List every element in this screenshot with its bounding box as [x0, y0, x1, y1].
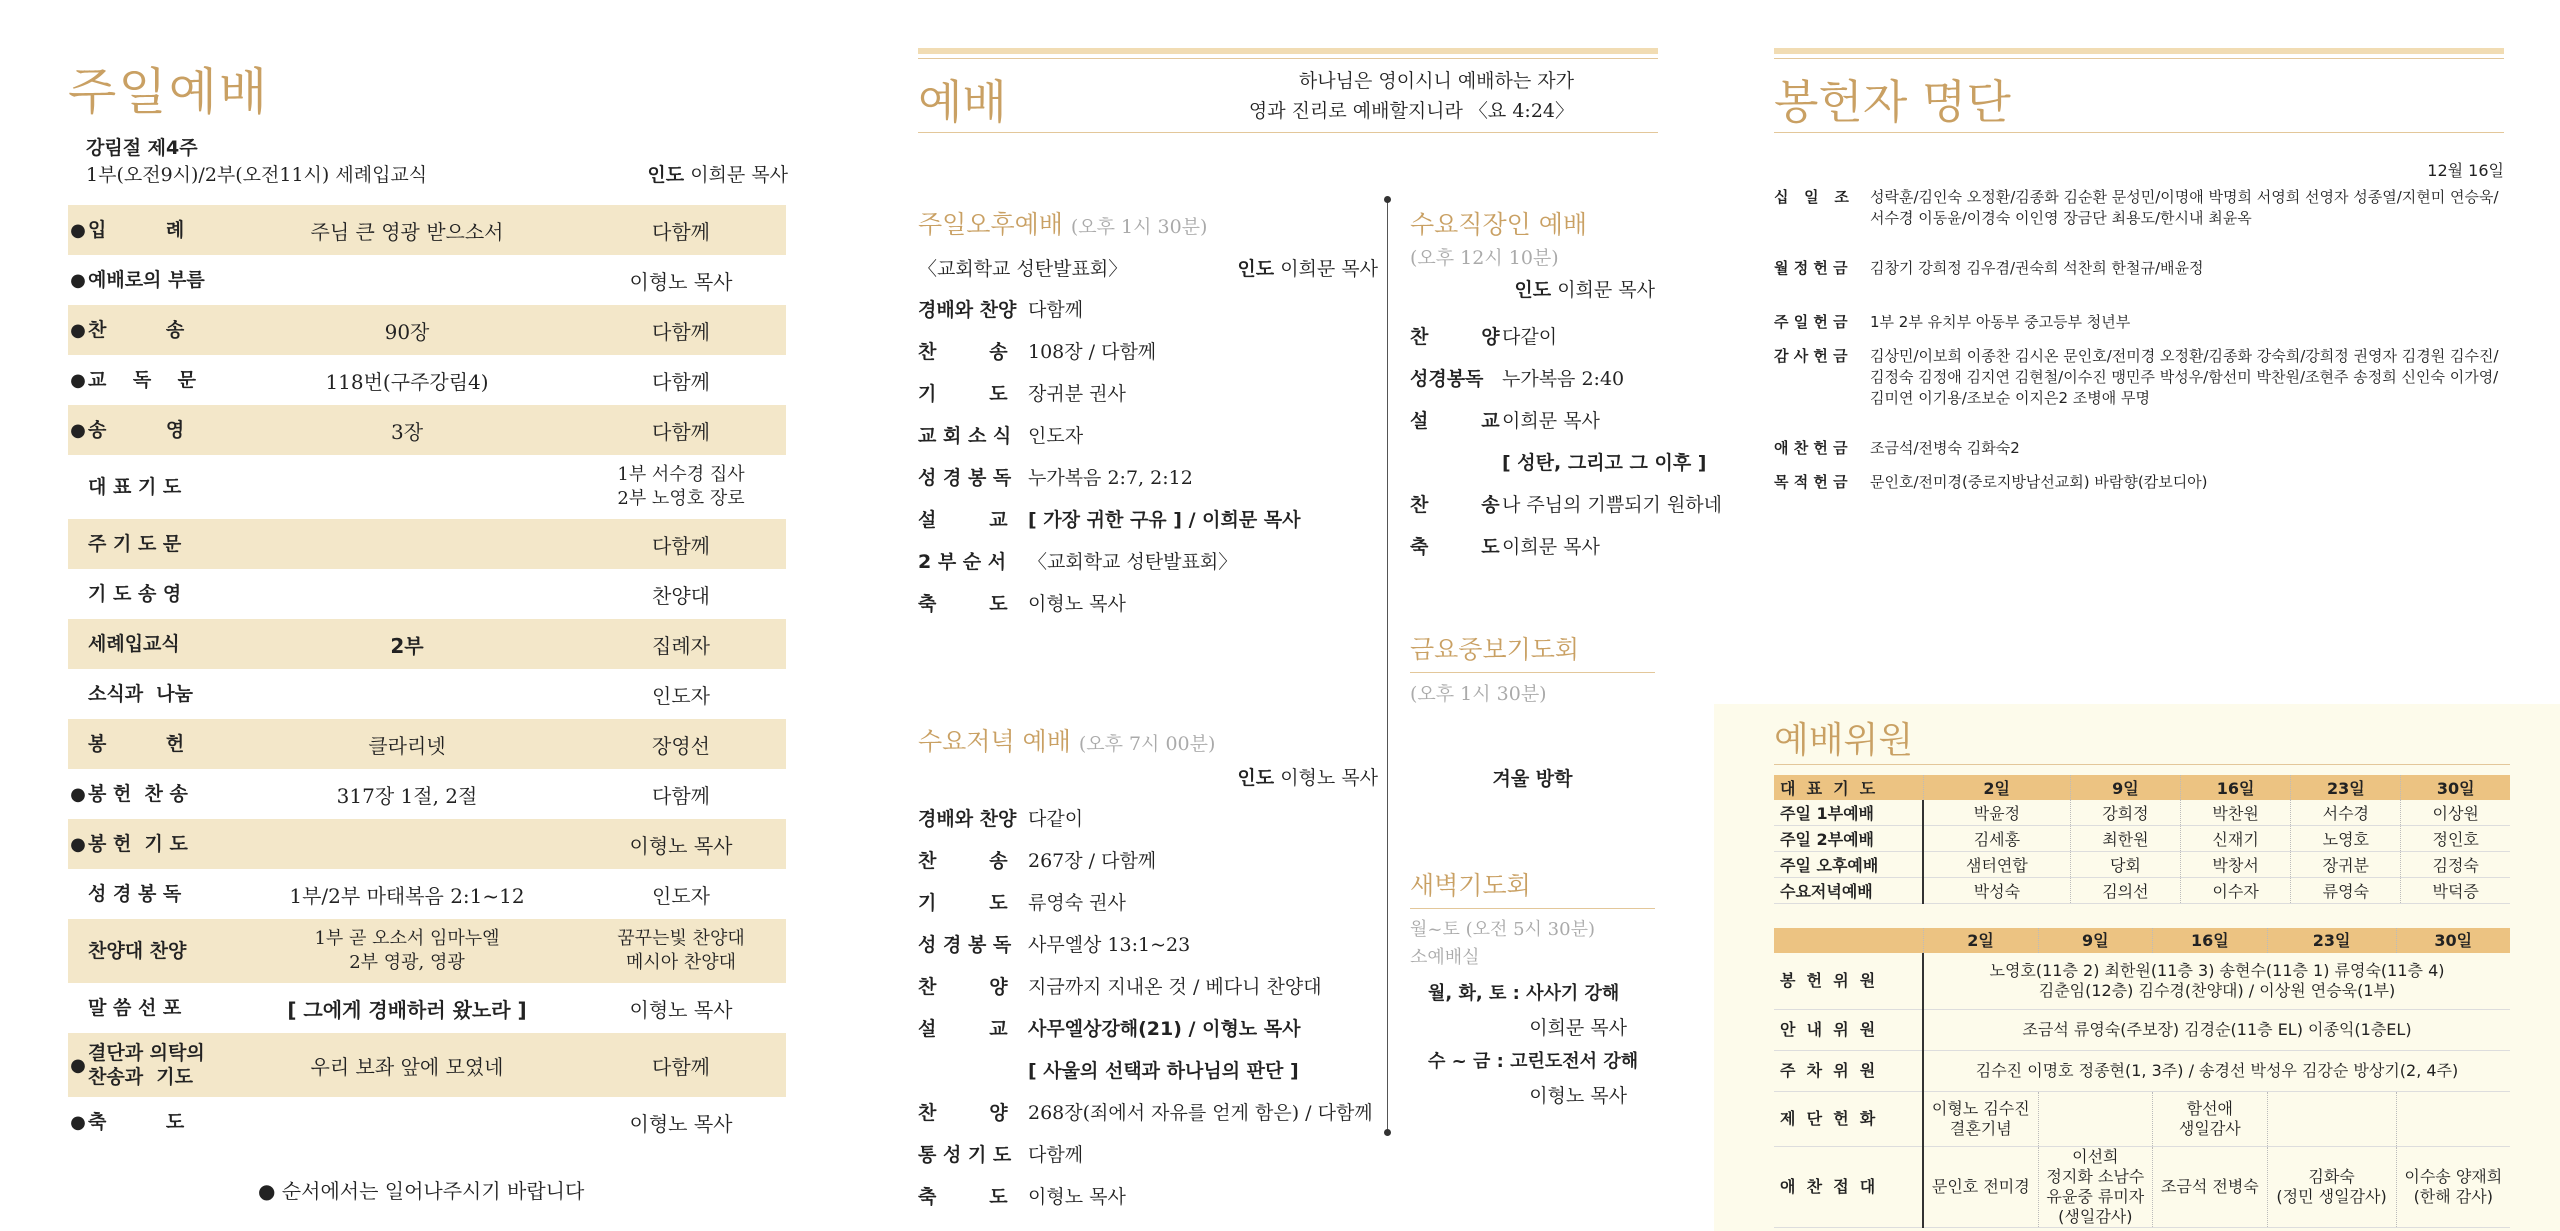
section-title: 봉헌자 명단: [1774, 75, 2011, 129]
program-label: 찬 송: [1410, 494, 1500, 516]
table-cell: 장귀분: [2291, 852, 2401, 878]
order-item-name: 말 씀 선 포: [88, 997, 182, 1019]
order-item-name: 찬 송: [88, 319, 185, 341]
order-item-name: 찬양대 찬양: [88, 940, 187, 962]
offering-type: 십 일 조: [1774, 188, 1849, 206]
bullet-icon: ●: [70, 319, 86, 341]
date-header: 30일: [2396, 928, 2510, 953]
dawn-preacher-2: 이형노 목사: [1529, 1085, 1627, 1107]
offering-names: 문인호/전미경(중로지방남선교회) 바람향(캄보디아): [1870, 473, 2208, 491]
table-row: [1774, 1010, 2510, 1051]
order-item-name: 주 기 도 문: [88, 533, 182, 555]
table-header-label: [1774, 928, 1923, 953]
program-label: 축 도: [1410, 536, 1500, 558]
order-item-leader: 집례자: [652, 633, 710, 658]
order-item-name: 소식과 나눔: [88, 683, 193, 705]
table-cell: 김정숙: [2401, 852, 2510, 878]
order-item-leader: 꿈꾸는빛 찬양대 메시아 찬양대: [617, 928, 745, 973]
program-label: 찬 송: [918, 341, 1008, 363]
order-item-leader: 다함께: [652, 533, 710, 558]
service-note: 〈교회학교 성탄발표회〉: [918, 258, 1128, 280]
table-header-row: [1774, 775, 2510, 800]
program-label: 찬 양: [1410, 326, 1500, 348]
table-row: [1774, 826, 2510, 852]
program-row: [918, 1134, 1378, 1176]
order-item-name: 기 도 송 영: [88, 583, 182, 605]
program-value: 다같이: [1028, 808, 1084, 830]
dawn-schedule-1: 월, 화, 토 : 사사기 강해: [1428, 983, 1620, 1004]
program-row: [918, 289, 1378, 331]
order-row: [68, 983, 786, 1033]
order-item-name: 축 도: [88, 1111, 185, 1133]
role-label: 주일 2부예배: [1774, 826, 1923, 852]
program-label: 경배와 찬양: [918, 808, 1017, 830]
order-item-name: 예배로의 부름: [88, 269, 205, 291]
table-cell: 강희정: [2070, 800, 2180, 826]
top-rule: [1774, 48, 2504, 54]
order-item-detail: 우리 보좌 앞에 모였네: [310, 1054, 504, 1079]
order-row: [68, 669, 786, 719]
offering-row: [1774, 472, 2504, 493]
bullet-icon: ●: [70, 369, 86, 391]
program-row: [918, 583, 1378, 625]
service-time: (오후 1시 30분): [1410, 683, 1547, 705]
order-item-name: 입 례: [88, 219, 185, 241]
table-cell: 김의선: [2070, 878, 2180, 904]
table-row: [1774, 953, 2510, 1010]
order-item-leader: 찬양대: [652, 583, 710, 608]
program-value: 이희문 목사: [1502, 536, 1600, 558]
program-row: [918, 966, 1378, 1008]
program-row: [918, 882, 1378, 924]
workers-leader: [1410, 270, 1655, 310]
order-item-detail: [ 그에게 경배하러 왔노라 ]: [287, 997, 527, 1022]
bullet-icon: ●: [70, 833, 86, 855]
program-value: 이형노 목사: [1028, 593, 1126, 615]
program-label: 축 도: [918, 1186, 1008, 1208]
table-cell: [2396, 1092, 2510, 1147]
date-header: 16일: [2153, 928, 2268, 953]
order-item-name: 세례입교식: [88, 633, 180, 655]
afternoon-title: [918, 205, 1378, 241]
table-row: [1774, 1147, 2510, 1228]
program-label: 축 도: [918, 593, 1008, 615]
order-item-name: 봉 헌 기 도: [88, 833, 188, 855]
order-item-leader: 1부 서수경 집사 2부 노영호 장로: [617, 464, 745, 509]
table-cell: 박성숙: [1923, 878, 2070, 904]
order-row: [68, 1097, 786, 1147]
program-value: 장귀분 권사: [1028, 383, 1126, 405]
order-item-name: 교 독 문: [88, 369, 196, 391]
dawn-preacher-1: 이희문 목사: [1529, 1017, 1627, 1039]
order-item-detail: 317장 1절, 2절: [336, 783, 478, 808]
table-row: [1774, 1092, 2510, 1147]
table-cell: 노영호: [2291, 826, 2401, 852]
offering-names: 김창기 강희정 김우겸/권숙희 석찬희 한철규/배윤정: [1870, 259, 2204, 277]
order-table: [68, 205, 786, 1147]
leader-label: 인도: [1237, 258, 1275, 280]
program-row: [1410, 526, 1655, 568]
offering-type: 애 찬 헌 금: [1774, 439, 1848, 457]
service-name: 주일오후예배: [918, 210, 1063, 239]
bullet-icon: ●: [70, 219, 86, 241]
offering-row: [1774, 187, 2504, 229]
table-header-label: 대 표 기 도: [1774, 775, 1923, 800]
offering-names: 1부 2부 유치부 아동부 중고등부 청년부: [1870, 313, 2131, 331]
program-row: [1410, 400, 1655, 442]
wednesday-service: [918, 722, 1378, 1218]
header-rule: [918, 132, 1658, 133]
program-value: 류영숙 권사: [1028, 892, 1126, 914]
order-item-leader: 이형노 목사: [629, 1111, 733, 1136]
section-title: 예배: [918, 75, 1007, 129]
committee-title: 예배위원: [1774, 720, 1914, 761]
program-row: [918, 1176, 1378, 1218]
program-row: [918, 1092, 1378, 1134]
program-row: [918, 924, 1378, 966]
table-cell: 조금석 전병숙: [2153, 1147, 2268, 1228]
season-label: 강림절 제4주: [86, 137, 198, 159]
order-item-detail: 1부/2부 마태복음 2:1~12: [289, 883, 525, 908]
table-row: [1774, 1051, 2510, 1092]
program-row: [918, 1008, 1378, 1050]
wednesday-title: [918, 722, 1378, 758]
table-cell-span: 노영호(11층 2) 최한원(11층 3) 송현수(11층 1) 류영숙(11층 4) 김춘임(12층) 김수경(찬양대) / 이상원 연승욱(1부): [1923, 953, 2510, 1010]
program-label: 찬 양: [918, 1102, 1008, 1124]
program-row: [918, 499, 1378, 541]
service-name: 새벽기도회: [1410, 866, 1655, 909]
program-row: [918, 1050, 1378, 1092]
table-row: [1774, 800, 2510, 826]
order-item-name: 송 영: [88, 419, 185, 441]
program-value: 이희문 목사: [1502, 410, 1600, 432]
order-row: [68, 1033, 786, 1097]
table-cell: 박찬원: [2181, 800, 2291, 826]
footnote: ● 순서에서는 일어나주시기 바랍니다: [258, 1179, 585, 1203]
order-row: [68, 719, 786, 769]
program-value: 이형노 목사: [1028, 1186, 1126, 1208]
wednesday-leader: [918, 758, 1378, 798]
bullet-icon: ●: [70, 1111, 86, 1133]
divider-dot: [1384, 196, 1391, 203]
table-cell: 신재기: [2181, 826, 2291, 852]
offering-names: 김상민/이보희 이종찬 김시온 문인호/전미경 오정환/김종화 강숙희/강희정 권영자 김경원 김수진/김정숙 김정애 김지연 김현철/이수진 맹민주 박성우/함선미 박찬원/조현주 송정희 신인숙 이가영/김미연 이기용/조보순 이지은2 조병애 무명: [1870, 347, 2499, 407]
worship-services: [918, 0, 1723, 1231]
order-item-leader: 다함께: [652, 369, 710, 394]
order-item-leader: 다함께: [652, 319, 710, 344]
order-item-name: 봉 헌: [88, 733, 185, 755]
date-header: 9일: [2038, 928, 2153, 953]
service-place: 소예배실: [1410, 947, 1480, 968]
order-row: [68, 205, 786, 255]
order-item-leader: 인도자: [652, 683, 710, 708]
order-item-leader: 다함께: [652, 419, 710, 444]
bullet-icon: ●: [70, 269, 86, 291]
workers-service: [1410, 205, 1723, 568]
offering-type: 월 정 헌 금: [1774, 259, 1848, 277]
afternoon-rows: [918, 289, 1378, 625]
table-cell: 당회: [2070, 852, 2180, 878]
table-row: [1774, 852, 2510, 878]
date-header: 23일: [2267, 928, 2396, 953]
program-label: 교 회 소 식: [918, 425, 1012, 447]
program-value: 사무엘상강해(21) / 이형노 목사: [1028, 1018, 1301, 1040]
order-row: [68, 305, 786, 355]
program-value: 〈교회학교 성탄발표회〉: [1028, 551, 1238, 573]
service-time: (오후 7시 00분): [1078, 733, 1216, 755]
service-times: 1부(오전9시)/2부(오전11시) 세례입교식: [86, 164, 428, 186]
program-value: 다같이: [1502, 326, 1558, 348]
program-label: 성경봉독: [1410, 368, 1484, 390]
order-row: [68, 569, 786, 619]
order-row: [68, 769, 786, 819]
top-rule-thin: [918, 58, 1658, 59]
program-label: 성 경 봉 독: [918, 467, 1012, 489]
table-cell: 샘터연합: [1923, 852, 2070, 878]
order-item-name: 결단과 의탁의 찬송과 기도: [88, 1042, 205, 1088]
page-title: 주일예배: [68, 63, 270, 121]
date-header: 2일: [1923, 928, 2038, 953]
program-value: [ 성탄, 그리고 그 이후 ]: [1502, 452, 1707, 474]
order-item-leader: 다함께: [652, 783, 710, 808]
table-cell-span: 조금석 류영숙(주보장) 김경순(11층 EL) 이종익(1층EL): [1923, 1010, 2510, 1051]
program-value: 다함께: [1028, 1144, 1084, 1166]
role-label: 제 단 헌 화: [1774, 1092, 1923, 1147]
role-label: 봉 헌 위 원: [1774, 953, 1923, 1010]
table-cell: 류영숙: [2291, 878, 2401, 904]
leader-label: 인도: [1237, 767, 1275, 789]
bullet-icon: ●: [70, 783, 86, 805]
divider-line: [1387, 198, 1388, 1133]
role-label: 주일 오후예배: [1774, 852, 1923, 878]
program-label: 2 부 순 서: [918, 551, 1007, 573]
service-name: 금요중보기도회: [1410, 630, 1655, 673]
date-header: 23일: [2291, 775, 2401, 800]
table-cell: 김세홍: [1923, 826, 2070, 852]
program-value: 지금까지 지내온 것 / 베다니 찬양대: [1028, 976, 1322, 998]
order-item-name: 대 표 기 도: [88, 476, 182, 498]
order-row: [68, 355, 786, 405]
order-item-detail: 2부: [390, 633, 424, 658]
program-label: 설 교: [918, 1018, 1008, 1040]
leader-name: 이희문 목사: [690, 164, 788, 186]
date-header: 30일: [2401, 775, 2510, 800]
program-row: [1410, 316, 1655, 358]
program-row: [1410, 484, 1723, 526]
service-name: 수요저녁 예배: [918, 727, 1071, 756]
order-item-leader: 인도자: [652, 883, 710, 908]
order-item-leader: 장영선: [652, 733, 710, 758]
offering-names: 조금석/전병숙 김화숙2: [1870, 439, 2020, 457]
table-cell: 박윤정: [1923, 800, 2070, 826]
dawn-schedule-2: 수 ~ 금 : 고린도전서 강해: [1428, 1051, 1639, 1072]
table-header-row: [1774, 928, 2510, 953]
offering-type: 주 일 헌 금: [1774, 313, 1848, 331]
role-label: 애 찬 접 대: [1774, 1147, 1923, 1228]
date-header: 16일: [2181, 775, 2291, 800]
table-cell: 정인호: [2401, 826, 2510, 852]
order-item-name: 봉 헌 찬 송: [88, 783, 188, 805]
program-value: 인도자: [1028, 425, 1084, 447]
program-label: 성 경 봉 독: [918, 934, 1012, 956]
offering-row: [1774, 258, 2504, 279]
table-cell: 이선희 정지화 소남수 유윤중 류미자 (생일감사): [2038, 1147, 2153, 1228]
order-row: [68, 919, 786, 983]
dawn-prayer: [1410, 866, 1655, 1113]
role-label: 안 내 위 원: [1774, 1010, 1923, 1051]
leader-name: 이희문 목사: [1557, 279, 1655, 301]
order-row: [68, 619, 786, 669]
program-label: 기 도: [918, 892, 1008, 914]
order-row: [68, 405, 786, 455]
date-header: 9일: [2070, 775, 2180, 800]
program-label: 경배와 찬양: [918, 299, 1017, 321]
table-cell: 이상원: [2401, 800, 2510, 826]
offering-row: [1774, 438, 2504, 459]
offering-row: [1774, 312, 2504, 333]
table-cell: 김화숙 (정민 생일감사): [2267, 1147, 2396, 1228]
divider-dot: [1384, 1129, 1391, 1136]
service-time: (오후 1시 30분): [1070, 216, 1208, 238]
order-row: [68, 819, 786, 869]
order-item-detail: 90장: [384, 319, 430, 344]
program-value: 267장 / 다함께: [1028, 850, 1157, 872]
verse-line: 영과 진리로 예배할지니라 〈요 4:24〉: [1248, 100, 1574, 122]
program-row: [918, 457, 1378, 499]
role-label: 수요저녁예배: [1774, 878, 1923, 904]
table-cell: [2267, 1092, 2396, 1147]
table-cell: 서수경: [2291, 800, 2401, 826]
program-value: [ 가장 귀한 구유 ] / 이희문 목사: [1028, 509, 1301, 531]
program-value: 268장(죄에서 자유를 얻게 함은) / 다함께: [1028, 1102, 1373, 1124]
order-item-leader: 다함께: [652, 1054, 710, 1079]
order-item-name: 성 경 봉 독: [88, 883, 182, 905]
offering-type: 목 적 헌 금: [1774, 473, 1848, 491]
table-cell: 박창서: [2181, 852, 2291, 878]
list-date: 12월 16일: [2427, 161, 2504, 180]
committee-rule: [1774, 764, 2510, 765]
service-time: 월~토 (오전 5시 30분): [1410, 919, 1595, 940]
leader-line: [647, 160, 788, 187]
role-label: 주 차 위 원: [1774, 1051, 1923, 1092]
order-item-detail: 1부 곧 오소서 임마누엘 2부 영광, 영광: [314, 928, 500, 973]
order-item-detail: 3장: [390, 419, 424, 444]
table-cell: 이수자: [2181, 878, 2291, 904]
table-cell: [2038, 1092, 2153, 1147]
order-item-detail: 클라리넷: [368, 733, 446, 758]
order-of-worship: [68, 0, 788, 1231]
program-row: [918, 373, 1378, 415]
prayer-schedule-table: [1774, 775, 2510, 904]
table-cell: 최한원: [2070, 826, 2180, 852]
table-cell: 함선애 생일감사: [2153, 1092, 2268, 1147]
order-item-detail: 118번(구주강림4): [325, 369, 489, 394]
table-cell: 이형노 김수진 결혼기념: [1923, 1092, 2038, 1147]
scripture-verse: [1249, 66, 1574, 126]
workers-rows: [1410, 316, 1723, 568]
leader-label: 인도: [647, 164, 685, 186]
service-note: 겨울 방학: [1492, 768, 1573, 790]
program-label: 설 교: [918, 509, 1008, 531]
program-row: [918, 415, 1378, 457]
program-value: [ 사울의 선택과 하나님의 판단 ]: [1028, 1060, 1299, 1082]
offering-names: 성락훈/김인숙 오정환/김종화 김순환 문성민/이명애 박명희 서영희 선영자 성종열/지현미 연승욱/서수경 이동윤/이경숙 이인영 장금단 최용도/한시내 최윤옥: [1870, 188, 2499, 227]
top-rule-thin: [1774, 58, 2504, 59]
service-time: (오후 12시 10분): [1410, 247, 1559, 269]
afternoon-service: [918, 205, 1378, 625]
afternoon-leader: [918, 249, 1378, 289]
order-row: [68, 869, 786, 919]
table-cell: 이수송 양재희 (한해 감사): [2396, 1147, 2510, 1228]
date-header: 2일: [1923, 775, 2070, 800]
committee-table: [1774, 928, 2510, 1228]
order-row: [68, 455, 786, 519]
program-label: 기 도: [918, 383, 1008, 405]
program-value: 다함께: [1028, 299, 1084, 321]
program-row: [918, 840, 1378, 882]
program-value: 누가복음 2:40: [1502, 368, 1625, 390]
program-label: 찬 송: [918, 850, 1008, 872]
header-rule: [1774, 132, 2504, 133]
friday-prayer: [1410, 630, 1655, 791]
leader-label: 인도: [1514, 279, 1552, 301]
offering-row: [1774, 346, 2504, 409]
program-row: [1410, 358, 1655, 400]
program-value: 108장 / 다함께: [1028, 341, 1157, 363]
offering-type: 감 사 헌 금: [1774, 347, 1848, 365]
program-value: 사무엘상 13:1~23: [1028, 934, 1191, 956]
program-label: 통 성 기 도: [918, 1144, 1012, 1166]
order-row: [68, 519, 786, 569]
program-row: [918, 541, 1378, 583]
order-item-leader: 이형노 목사: [629, 833, 733, 858]
service-name: 수요직장인 예배: [1410, 210, 1587, 239]
leader-name: 이형노 목사: [1280, 767, 1378, 789]
leader-name: 이희문 목사: [1280, 258, 1378, 280]
order-item-leader: 이형노 목사: [629, 997, 733, 1022]
program-value: 나 주님의 기쁨되기 원하네: [1502, 494, 1723, 516]
order-row: [68, 255, 786, 305]
table-row: [1774, 878, 2510, 904]
table-cell: 박덕증: [2401, 878, 2510, 904]
table-cell-span: 김수진 이명호 정종현(1, 3주) / 송경선 박성우 김강순 방상기(2, 4주): [1923, 1051, 2510, 1092]
role-label: 주일 1부예배: [1774, 800, 1923, 826]
program-row: [1410, 442, 1707, 484]
program-row: [918, 331, 1378, 373]
top-rule: [918, 48, 1658, 54]
program-label: 찬 양: [918, 976, 1008, 998]
order-item-leader: 다함께: [652, 219, 710, 244]
bullet-icon: ●: [70, 419, 86, 441]
program-label: 설 교: [1410, 410, 1500, 432]
verse-line: 하나님은 영이시니 예배하는 자가: [1298, 70, 1574, 92]
program-value: 누가복음 2:7, 2:12: [1028, 467, 1193, 489]
order-item-leader: 이형노 목사: [629, 269, 733, 294]
order-item-detail: 주님 큰 영광 받으소서: [310, 219, 504, 244]
program-row: [918, 798, 1378, 840]
wednesday-rows: [918, 798, 1378, 1218]
bullet-icon: ●: [70, 1054, 86, 1076]
table-cell: 문인호 전미경: [1923, 1147, 2038, 1228]
